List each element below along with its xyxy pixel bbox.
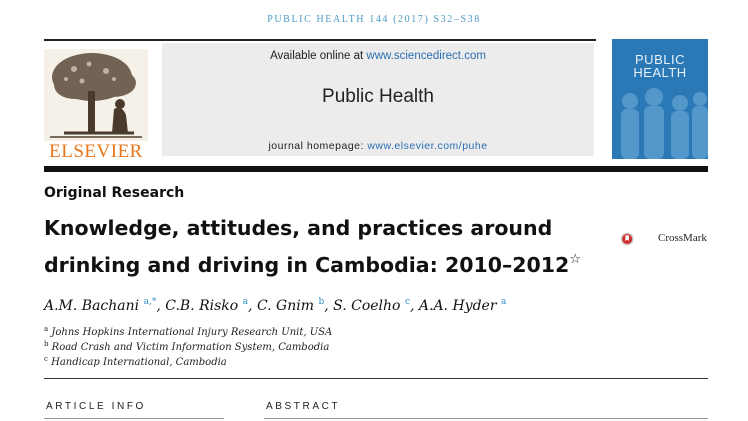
header-rule — [44, 39, 596, 41]
cover-title-line2: HEALTH — [633, 65, 687, 80]
affiliation-text: Handicap International, Cambodia — [51, 357, 227, 368]
article-info-underline — [44, 418, 224, 419]
author-affiliation-mark[interactable]: a,* — [143, 297, 157, 307]
author-affiliation-mark[interactable]: a — [242, 297, 249, 307]
crossmark-label[interactable]: CrossMark — [658, 232, 707, 244]
author-name[interactable]: A.A. Hyder — [418, 298, 497, 314]
affiliation-item — [44, 355, 227, 368]
article-title-line2 — [44, 244, 604, 281]
author-affiliation-mark[interactable]: c — [404, 297, 410, 307]
section-divider — [44, 378, 708, 379]
author-name[interactable]: C.B. Risko — [165, 298, 239, 314]
article-title-line1: Knowledge, attitudes, and practices around — [44, 216, 553, 240]
author-affiliation-mark[interactable]: a — [500, 297, 507, 307]
publisher-logo-text: ELSEVIER — [49, 141, 143, 162]
availability-line — [162, 50, 594, 62]
availability-prefix: Available online at — [270, 50, 367, 62]
crossmark-icon[interactable] — [620, 221, 656, 257]
affiliation-mark: c — [44, 355, 48, 363]
affiliation-mark: a — [44, 325, 49, 333]
journal-name: Public Health — [322, 86, 434, 107]
journal-homepage-link[interactable]: www.elsevier.com/puhe — [367, 140, 488, 152]
header-thick-rule — [44, 166, 708, 172]
journal-homepage-line — [162, 140, 594, 152]
affiliation-text: Road Crash and Victim Information System, Cambodia — [51, 342, 330, 353]
affiliation-mark: b — [44, 340, 49, 348]
article-section: Original Research — [44, 185, 185, 201]
abstract-underline — [264, 418, 708, 419]
affiliation-item — [44, 325, 332, 338]
homepage-prefix: journal homepage: — [268, 140, 368, 152]
affiliation-text: Johns Hopkins International Injury Research Unit, USA — [51, 327, 333, 338]
article-info-heading: ARTICLE INFO — [46, 401, 146, 412]
author-affiliation-mark[interactable]: b — [318, 297, 325, 307]
affiliation-item — [44, 340, 329, 353]
running-header: PUBLIC HEALTH 144 (2017) S32–S38 — [267, 14, 481, 25]
cover-title-line1: PUBLIC — [635, 52, 685, 67]
cover-title — [612, 53, 708, 79]
article-title — [44, 212, 604, 281]
author-name[interactable]: C. Gnim — [256, 298, 315, 314]
author-name[interactable]: S. Coelho — [333, 298, 401, 314]
sciencedirect-link[interactable]: www.sciencedirect.com — [366, 50, 486, 62]
title-footnote-star[interactable]: ☆ — [569, 252, 581, 267]
author-name[interactable]: A.M. Bachani — [44, 298, 140, 314]
abstract-heading: ABSTRACT — [266, 401, 341, 412]
author-list: A.M. Bachani $^{a,*}$, C.B. Risko $^a$, C. Gnim $^b$, S. Coelho $^c$, A.A. Hyder $^a$ — [44, 297, 507, 314]
article-title-line2-text: drinking and driving in Cambodia: 2010–2012 — [44, 253, 570, 277]
